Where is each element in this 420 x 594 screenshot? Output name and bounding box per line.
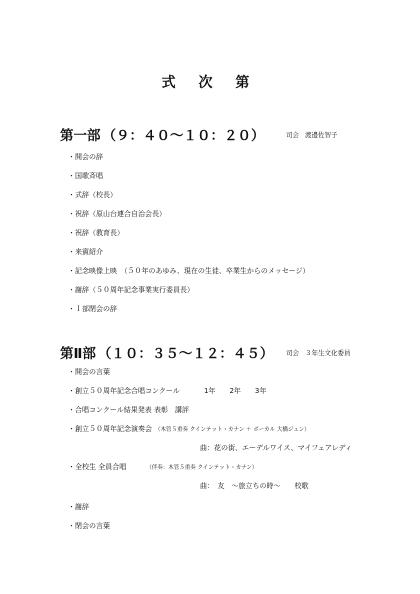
list-item: ・来賓紹介 [68,248,103,256]
grade-1: 1年 [203,387,216,395]
document-title: 式 次 第 [161,75,259,91]
grade-3: 3年 [254,387,267,395]
contest-label: ・創立５０周年記念合唱コンクール [68,387,180,395]
part1-label: 第一部 [60,128,101,144]
chorus-label: ・全校生 全員合唱 [68,463,127,471]
part1-mc-label: 司会 [286,131,299,139]
list-item: ・祝辞（原山台連合自治会長） [68,210,166,218]
list-item: ・謝辞（５０周年記念事業実行委員長） [68,286,194,294]
list-item: ・合唱コンクール結果発表 表彰 講評 [68,406,189,414]
concert-note: （木管５重奏 クインテット・カナン ＋ ボーカル 大橋ジュン） [155,427,310,433]
part1-time: （９：４０～１０：２０） [102,128,265,144]
part2-label: 第Ⅱ部 [60,346,96,362]
list-item: ・祝辞（教育長） [68,229,124,237]
grade-2: 2年 [229,387,241,395]
part1-heading [60,124,265,144]
list-item: ・式辞（校長） [68,191,117,199]
concert-songs: 曲：花の街、エーデルワイス、マイフェアレディ [200,444,353,452]
chorus-note: （伴奏：木管５重奏 クインテット・カナン） [146,465,258,471]
list-item [68,424,310,434]
part1-mc [286,130,338,139]
part1-mc-name: 渡邊佐智子 [305,131,338,139]
part2-mc-label: 司会 [286,349,299,357]
list-item: ・国歌斉唱 [68,172,103,180]
list-item: ・閉会の言葉 [68,522,110,530]
list-item: ・開会の言葉 [68,368,110,376]
concert-label: ・創立５０周年記念演奏会 [68,425,152,433]
part2-time: （１０：３５～１２：４５） [97,346,274,362]
part2-heading [60,342,273,362]
grade-list [182,387,266,395]
list-item [68,462,257,472]
list-item: ・Ｉ部閉会の辞 [68,305,117,313]
list-item: ・記念映像上映 （５０年のあゆみ、現在の生徒、卒業生からのメッセージ） [68,267,310,275]
chorus-songs: 曲： 友 ～旅立ちの時～ 校歌 [200,482,309,490]
list-item: ・謝辞 [68,503,89,511]
part2-mc-name: ３年生文化委員 [305,349,351,357]
part2-mc [286,348,351,357]
list-item: ・開会の辞 [68,153,103,161]
list-item [68,386,266,396]
